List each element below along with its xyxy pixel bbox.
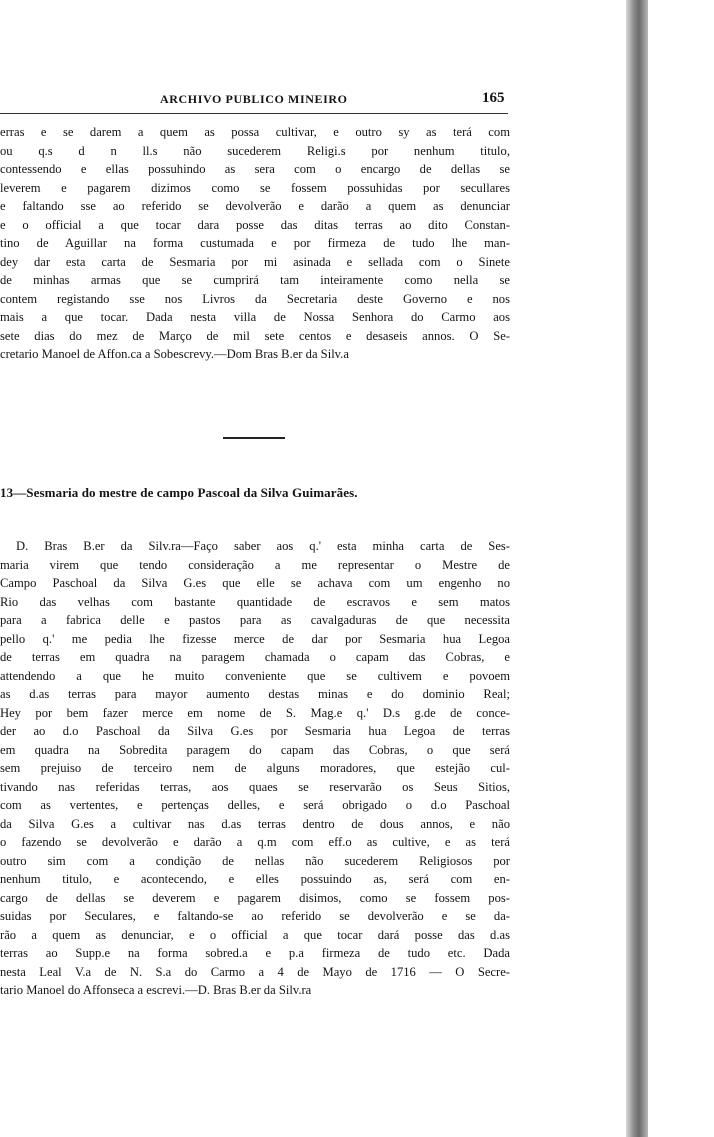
text-line: mais a que tocar. Dada nesta villa de Nossa Senhora do Carmo aos xyxy=(0,310,510,324)
page-margin xyxy=(648,0,714,1137)
text-line: erras e se darem a quem as possa cultivar, e outro sy as terá com xyxy=(0,125,510,139)
text-line: cretario Manoel de Affon.ca a Sobescrevy.—Dom Bras B.er da Silv.a xyxy=(0,347,349,361)
text-line: ou q.s d n ll.s não sucederem Religi.s por nenhum titulo, xyxy=(0,143,510,158)
header-rule xyxy=(0,113,508,114)
text-line: e faltando sse ao referido se devolverão e darão a quem as denunciar xyxy=(0,199,510,213)
section-heading: 13—Sesmaria do mestre de campo Pascoal da Silva Guimarães. xyxy=(0,485,358,500)
text-line: pello q.' me pedia lhe fizesse merce de dar por Sesmaria hua Legoa xyxy=(0,631,510,646)
text-line: terras ao Supp.e na forma sobred.a e p.a firmeza de tudo etc. Dada xyxy=(0,946,510,960)
text-line: e o official a que tocar dara posse das ditas terras ao dito Constan- xyxy=(0,217,510,232)
text-line: em quadra na Sobredita paragem do capam das Cobras, o que será xyxy=(0,742,510,757)
running-header-title: ARCHIVO PUBLICO MINEIRO xyxy=(160,92,348,106)
text-line: o fazendo se devolverão e darão a q.m com eff.o as cultive, e as terá xyxy=(0,835,510,849)
text-line: nesta Leal V.a de N. S.a do Carmo a 4 de Mayo de 1716 — O Secre- xyxy=(0,964,510,979)
text-line: Rio das velhas com bastante quantidade de escravos e sem matos xyxy=(0,594,510,609)
text-line: nenhum titulo, e acontecendo, e elles possuindo as, será com en- xyxy=(0,872,510,886)
paragraph-previous-sesmaria-ending xyxy=(0,123,510,364)
text-line: dey dar esta carta de Sesmaria por mi asinada e sellada com o Sinete xyxy=(0,254,510,269)
text-line: outro sim com a condição de nellas não sucederem Religiosos por xyxy=(0,853,510,868)
section-separator xyxy=(223,437,285,439)
text-line: sem prejuiso de terceiro nem de alguns moradores, que estejão cul- xyxy=(0,761,510,775)
text-line: rão a quem as denunciar, e o official a que tocar dará posse das d.as xyxy=(0,927,510,942)
text-line: para a fabrica delle e pastos para as cavalgaduras de que necessita xyxy=(0,613,510,627)
page-number: 165 xyxy=(482,90,505,106)
text-line: tino de Aguillar na forma custumada e por firmeza de tudo lhe man- xyxy=(0,236,510,250)
text-line: maria virem que tendo consideração a me representar o Mestre de xyxy=(0,557,510,572)
text-line: da Silva G.es a cultivar nas d.as terras dentro de dous annos, e não xyxy=(0,816,510,831)
text-line: contem registando sse nos Livros da Secretaria deste Governo e nos xyxy=(0,291,510,306)
text-line: cargo de dellas se deverem e pagarem disimos, como se fossem pos- xyxy=(0,890,510,905)
text-line: attendendo a que he muito conveniente que se cultivem e povoem xyxy=(0,668,510,683)
text-line: com as vertentes, e pertenças delles, e será obrigado o d.o Paschoal xyxy=(0,798,510,812)
text-line: tivando nas referidas terras, aos quaes se reservarão os Seus Sitios, xyxy=(0,779,510,794)
text-line: sete dias do mez de Março de mil sete centos e desaseis annos. O Se- xyxy=(0,328,510,343)
text-line: as d.as terras para mayor aumento destas minas e do dominio Real; xyxy=(0,687,510,701)
text-line: contessendo e ellas possuhindo as sera com o encargo de dellas se xyxy=(0,162,510,176)
text-line: der ao d.o Paschoal da Silva G.es por Sesmaria hua Legoa de terras xyxy=(0,724,510,738)
text-line: leverem e pagarem dizimos como se fossem possuhidas por secullares xyxy=(0,180,510,195)
paragraph-sesmaria-pascoal xyxy=(0,537,510,1000)
text-line: Hey por bem fazer merce em nome de S. Mag.e q.' D.s g.de de conce- xyxy=(0,705,510,720)
text-line: tario Manoel do Affonseca a escrevi.—D. Bras B.er da Silv.ra xyxy=(0,983,312,997)
running-header xyxy=(0,92,510,112)
text-line: Campo Paschoal da Silva G.es que elle se achava com um engenho no xyxy=(0,576,510,590)
text-line: D. Bras B.er da Silv.ra—Faço saber aos q.' esta minha carta de Ses- xyxy=(16,539,510,553)
text-line: suidas por Seculares, e faltando-se ao referido se devolverão e se da- xyxy=(0,909,510,923)
text-line: de minhas armas que se cumprirá tam inteiramente como nella se xyxy=(0,273,510,287)
book-gutter-shadow xyxy=(626,0,648,1137)
text-line: de terras em quadra na paragem chamada o capam das Cobras, e xyxy=(0,650,510,664)
